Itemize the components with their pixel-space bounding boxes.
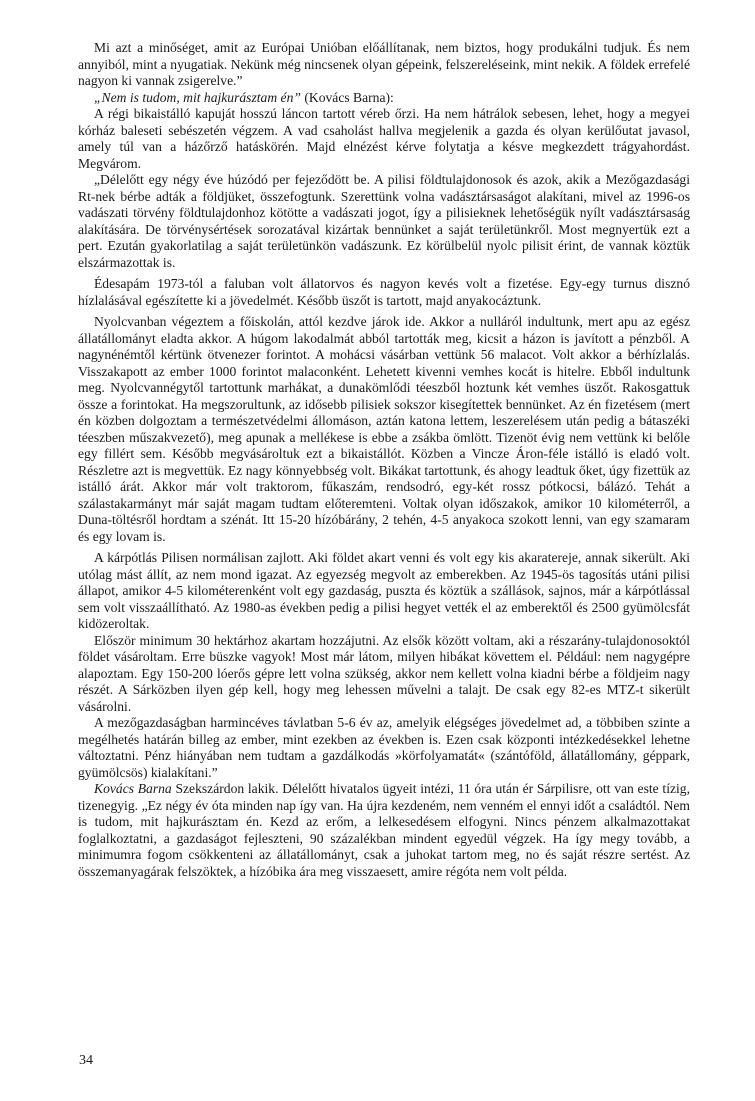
- paragraph-text: Édesapám 1973-tól a faluban volt állatorvos és nagyon kevés volt a fizetése. Egy-egy turnus disznó hízlalásával egészítette ki a jövedelmét. Később üszőt is tartott, majd anyakocáztunk.: [78, 276, 690, 308]
- paragraph-9: [78, 715, 690, 781]
- person-name-italic: Kovács Barna: [94, 781, 172, 796]
- paragraph-6: [78, 314, 690, 545]
- paragraph-text: Nyolcvanban végeztem a főiskolán, attól kezdve járok ide. Akkor a nulláról indultunk, mert apu az egész állatállományt eladta akkor. A húgom lakodalmát abból tartották meg, kicsit a házon is javított a pénzből. A nagynénémtől kértünk ötvenezer forintot. A mohácsi vásárban vettünk 56 malacot. Volt akkor a bérhízlalás. Visszakapott az ember 1000 forintot malaconként. Lehetett kivenni vemhes kocát is hitelre. Ebből indultunk meg. Nyolcvannégytől tartottunk marhákat, a dunakömlődi téeszből hoztunk két vemhes üszőt. Rakosgattuk össze a forintokat. Ha megszorultunk, az idősebb pilisiek sokszor kisegítettek bennünket. Az én fizetésem (mert én közben dolgoztam a természetvédelmi állomáson, aztán katona lettem, leszerelésem után pedig a bátaszéki téeszben műszakvezető), meg apunak a mellékese is ebbe a zsákba ömlött. Tizenöt évig nem vettünk ki belőle egy fillért sem. Később megvásároltuk ezt a bikaistállót. Közben a Vincze Áron-féle istálló is eladó volt. Részletre azt is megvettük. Ez nagy könnyebbség volt. Bikákat tartottunk, és ahogy leadtuk őket, úgy fizettük az istálló árát. Akkor már volt traktorom, fűkaszám, rendsodró, egy-két rossz pótkocsi, bálázó. Tehát a szálastakarmányt már saját magam tudtam előteremteni. Voltak olyan időszakok, amikor 10 kilométerről, a Duna-töltésről hordtam a szénát. Itt 15-20 hízóbárány, 2 tehén, 4-5 anyakoca szokott lenni, van egy szamaram és egy lovam is.: [78, 314, 690, 544]
- paragraph-text: Mi azt a minőséget, amit az Európai Unióban előállítanak, nem biztos, hogy produkálni tudjuk. És nem annyiból, mint a nyugatiak. Nekünk még nincsenek olyan gépeink, felszereléseink, mint nekik. A földek errefelé nagyon ki vannak zsigerelve.”: [78, 40, 690, 88]
- paragraph-text: „Délelőtt egy négy éve húzódó per fejeződött be. A pilisi földtulajdonosok és azok, akik a Mezőgazdasági Rt-nek bérbe adták a földjüket, összefogtunk. Szerettünk volna vadásztársaságot alakítani, mivel az 1996-os vadászati törvény földtulajdonhoz kötötte a vadászati jogot, így a pilisieknek lehetőségük nyílt vadásztársaság alakítására. De törvénysértések sorozatával kizártak bennünket a saját területünkről. Most megnyertük ezt a pert. Ezután gyakorlatilag a saját területünkön vadászunk. Ez körülbelül nyolc pilisit érint, de vannak köztük elszármazottak is.: [78, 172, 690, 270]
- paragraph-4: [78, 172, 690, 271]
- section-heading-quote: [78, 90, 690, 107]
- paragraph-text: A kárpótlás Pilisen normálisan zajlott. Aki földet akart venni és volt egy kis akaratereje, annak sikerült. Aki utólag mást állít, az nem mond igazat. Az egyezség megvolt az emberekben. Az 1945-ös tagosítás utáni pilisi állapot, amikor 4-5 kilométerenként volt egy gazdaság, puszta és köztük a szállások, sajnos, már a kárpótlással sem volt visszaállítható. Az 1980-as években pedig a pilisi hegyet vették el az emberektől és 2500 gyümölcsfát kidözeroltak.: [78, 550, 690, 631]
- page-body: [78, 40, 690, 880]
- section-title-italic: „Nem is tudom, mit hajkurásztam én”: [94, 89, 301, 105]
- paragraph-10: [78, 781, 690, 880]
- paragraph-text: Először minimum 30 hektárhoz akartam hozzájutni. Az elsők között voltam, aki a részarány-tulajdonosoktól földet vásároltam. Erre büszke vagyok! Most már látom, milyen hibákat követtem el. Például: nem nagygépre alapoztam. Egy 150-200 lóerős gépre lett volna szükség, akkor nem kellett volna kiadni bérbe a földjeim nagy részét. A Sárközben ilyen gép kell, hogy meg lehessen művelni a talajt. De csak egy 82-es MTZ-t sikerült vásárolni.: [78, 632, 690, 714]
- paragraph-8: [78, 633, 690, 716]
- paragraph-1: [78, 40, 690, 90]
- paragraph-3: [78, 106, 690, 172]
- paragraph-text: A mezőgazdaságban harmincéves távlatban 5-6 év az, amelyik elégséges jövedelmet ad, a többiben szinte a megélhetés határán billeg az ember, mint ezekben az években is. Ezen csak központi intézkedésekkel lehetne változtatni. Pénz hiányában nem tudtam a gazdálkodás »körfolyamatát« (szántóföld, állatállomány, géppark, gyümölcsös) kialakítani.”: [78, 715, 690, 780]
- page-number: 34: [79, 1053, 93, 1068]
- paragraph-7: [78, 550, 690, 633]
- paragraph-text: A régi bikaistálló kapuját hosszú láncon tartott véreb őrzi. Ha nem hátrálok sebesen, lehet, hogy a megyei kórház baleseti sebészetén végzem. A vad csaholást hallva megjelenik a gazda és olyan kerülőutat javasol, amely túl van a házőrző hatáskörén. Majd elnézést kérve folytatja a késve megkezdett trágyahordást. Megvárom.: [78, 106, 690, 171]
- paragraph-text: Szekszárdon lakik. Délelőtt hivatalos ügyeit intézi, 11 óra után ér Sárpilisre, ott van este tízig, tizenegyig. „Ez négy év óta minden nap így van. Ha újra kezdeném, nem venném el ennyi időt a családtól. Nem is tudom, mit hajkurásztam én. Kezd az erőm, a lelkesedésem elfogyni. Nincs pénzem alkalmazottakat foglalkoztatni, a gazdaságot fejleszteni, 90 százalékban mindent egyedül végzek. Ha így megy tovább, a minimumra fogom csökkenteni az állatállományt, csak a juhokat tartom meg, no és saját részre sertést. Az összemanyagárak felszöktek, a hízóbika ára meg visszaesett, amire régóta nem volt példa.: [78, 781, 690, 879]
- section-title-author: (Kovács Barna):: [300, 89, 394, 105]
- paragraph-5: [78, 276, 690, 309]
